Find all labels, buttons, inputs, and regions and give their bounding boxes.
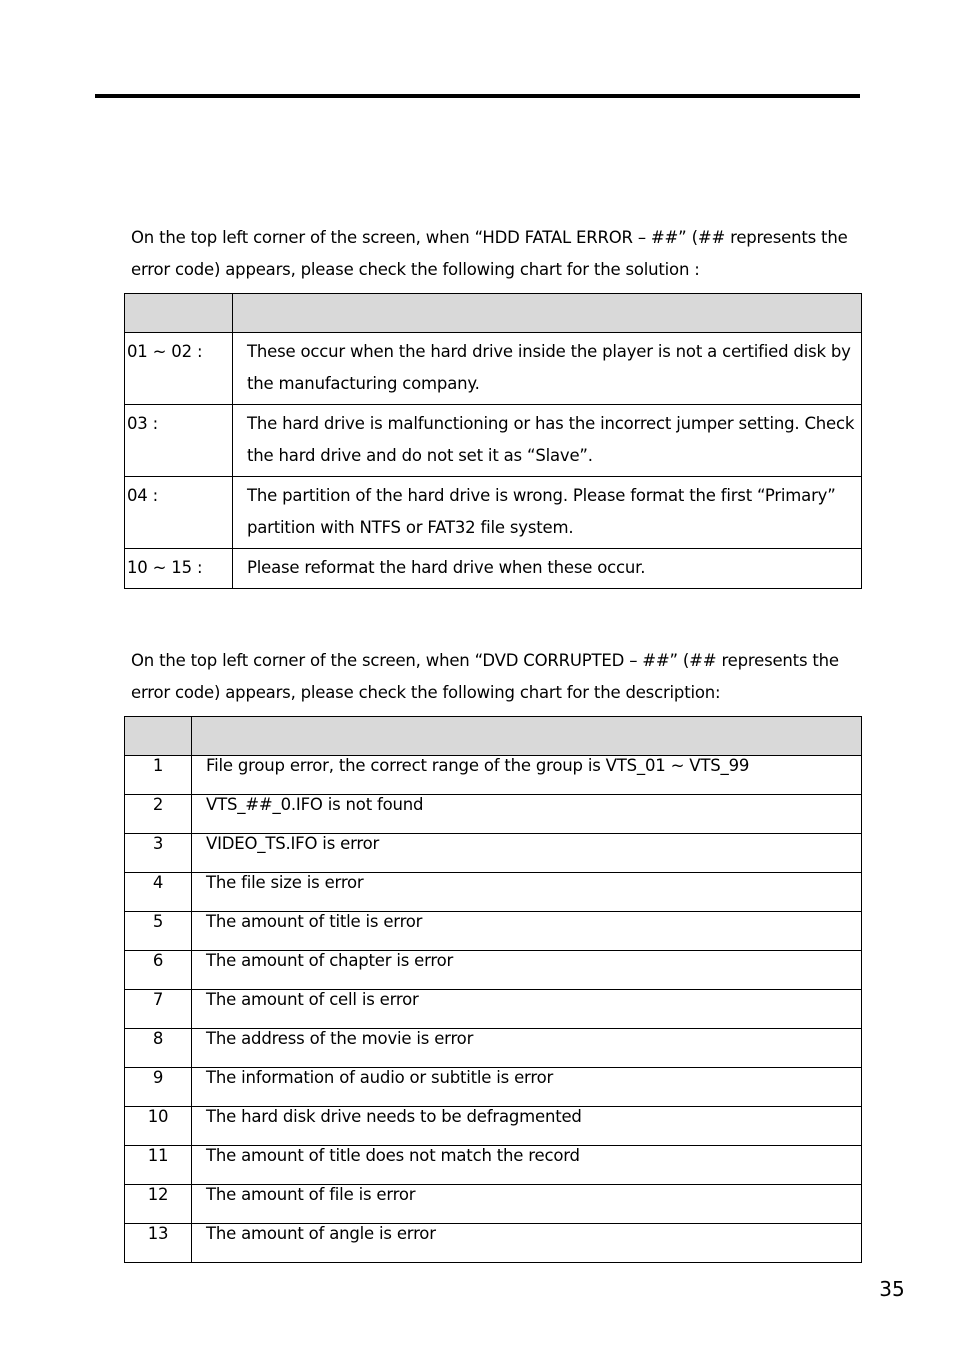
table-row bbox=[125, 1068, 862, 1107]
table-row bbox=[125, 1029, 862, 1068]
hdd-error-table bbox=[124, 293, 862, 589]
dvd-error-intro: On the top left corner of the screen, when “DVD CORRUPTED – ##” (## represents the error code) appears, please check the following chart for the description: bbox=[131, 651, 839, 702]
error-description: The amount of title is error bbox=[192, 912, 862, 951]
error-solution: The partition of the hard drive is wrong. Please format the first “Primary” partition with NTFS or FAT32 file system. bbox=[233, 477, 862, 549]
error-solution: The hard drive is malfunctioning or has the incorrect jumper setting. Check the hard drive and do not set it as “Slave”. bbox=[233, 405, 862, 477]
header-rule bbox=[95, 94, 860, 98]
error-code: 3 bbox=[125, 834, 192, 873]
table-row bbox=[125, 1146, 862, 1185]
header-cell-code bbox=[125, 717, 192, 756]
page-number: 35 bbox=[879, 1277, 905, 1301]
error-solution: These occur when the hard drive inside the player is not a certified disk by the manufacturing company. bbox=[233, 333, 862, 405]
error-code: 10 ~ 15 : bbox=[125, 549, 233, 589]
error-description: VTS_##_0.IFO is not found bbox=[192, 795, 862, 834]
table-row bbox=[125, 834, 862, 873]
error-description: VIDEO_TS.IFO is error bbox=[192, 834, 862, 873]
table-row bbox=[125, 795, 862, 834]
table-row bbox=[125, 951, 862, 990]
header-cell-code bbox=[125, 294, 233, 333]
error-code: 04 : bbox=[125, 477, 233, 549]
hdd-error-intro: On the top left corner of the screen, when “HDD FATAL ERROR – ##” (## represents the error code) appears, please check the following chart for the solution : bbox=[131, 228, 848, 279]
table-row bbox=[125, 477, 862, 549]
error-code: 7 bbox=[125, 990, 192, 1029]
table-row bbox=[125, 405, 862, 477]
error-description: The amount of cell is error bbox=[192, 990, 862, 1029]
table-row bbox=[125, 873, 862, 912]
error-code: 03 : bbox=[125, 405, 233, 477]
table-row bbox=[125, 912, 862, 951]
error-description: The hard disk drive needs to be defragmented bbox=[192, 1107, 862, 1146]
error-description: The amount of chapter is error bbox=[192, 951, 862, 990]
error-code: 10 bbox=[125, 1107, 192, 1146]
table-header-row bbox=[125, 717, 862, 756]
error-code: 9 bbox=[125, 1068, 192, 1107]
error-code: 11 bbox=[125, 1146, 192, 1185]
error-code: 4 bbox=[125, 873, 192, 912]
header-cell-description bbox=[233, 294, 862, 333]
table-header-row bbox=[125, 294, 862, 333]
error-code: 01 ~ 02 : bbox=[125, 333, 233, 405]
dvd-error-table bbox=[124, 716, 862, 1263]
error-solution: Please reformat the hard drive when these occur. bbox=[233, 549, 862, 589]
error-code: 1 bbox=[125, 756, 192, 795]
error-description: The amount of title does not match the record bbox=[192, 1146, 862, 1185]
header-cell-description bbox=[192, 717, 862, 756]
error-description: The information of audio or subtitle is error bbox=[192, 1068, 862, 1107]
error-description: The address of the movie is error bbox=[192, 1029, 862, 1068]
table-row bbox=[125, 1185, 862, 1224]
error-description: The amount of angle is error bbox=[192, 1224, 862, 1263]
error-description: The file size is error bbox=[192, 873, 862, 912]
table-row bbox=[125, 1107, 862, 1146]
table-row bbox=[125, 756, 862, 795]
error-code: 13 bbox=[125, 1224, 192, 1263]
error-code: 8 bbox=[125, 1029, 192, 1068]
error-code: 6 bbox=[125, 951, 192, 990]
table-row bbox=[125, 333, 862, 405]
error-code: 12 bbox=[125, 1185, 192, 1224]
error-description: The amount of file is error bbox=[192, 1185, 862, 1224]
table-row bbox=[125, 549, 862, 589]
table-row bbox=[125, 1224, 862, 1263]
error-code: 5 bbox=[125, 912, 192, 951]
table-row bbox=[125, 990, 862, 1029]
error-description: File group error, the correct range of the group is VTS_01 ~ VTS_99 bbox=[192, 756, 862, 795]
error-code: 2 bbox=[125, 795, 192, 834]
